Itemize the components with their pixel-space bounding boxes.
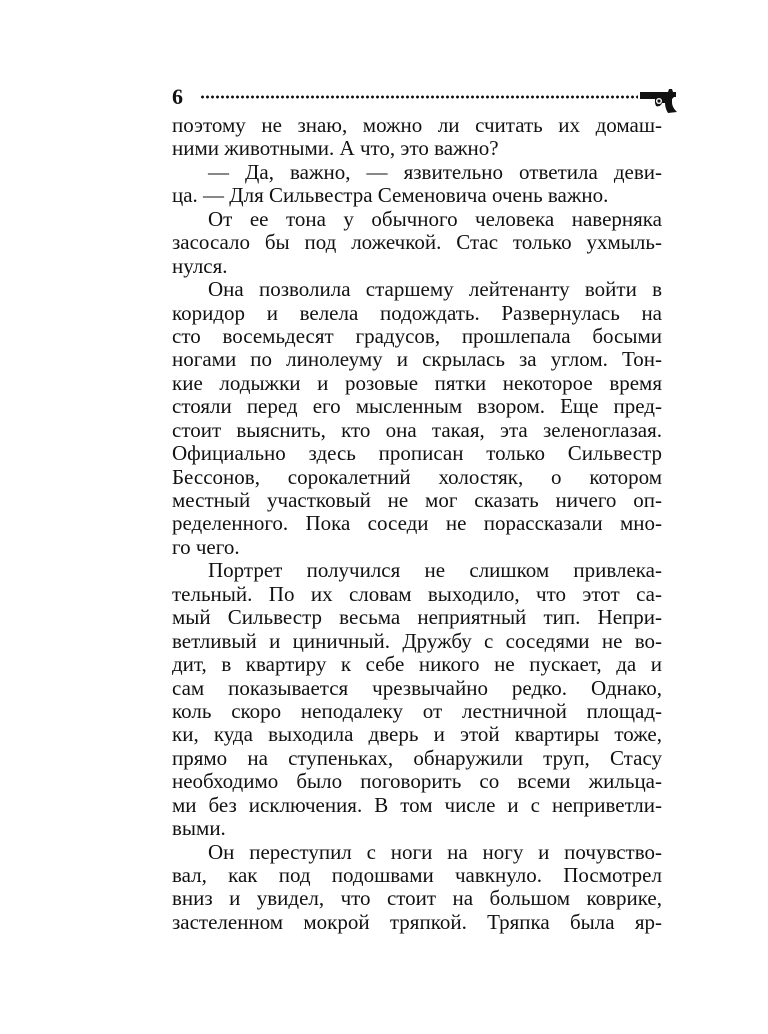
text-line: местный участковый не мог сказать ничего оп- <box>172 488 662 512</box>
text-line: вниз и увидел, что стоит на большом коврике, <box>172 886 662 911</box>
paragraph <box>172 278 662 559</box>
text-line: коридор и велела подождать. Развернулась на <box>172 300 662 325</box>
paragraph <box>172 114 662 161</box>
text-line: кие лодыжки и розовые пятки некоторое время <box>172 370 662 395</box>
paragraph <box>172 208 662 278</box>
revolver-icon <box>638 86 680 114</box>
text-line: го чего. <box>172 534 240 559</box>
paragraph <box>172 841 662 935</box>
text-line: выми. <box>172 816 226 841</box>
text-line: Она позволила старшему лейтенанту войти в <box>208 277 662 302</box>
text-line: Он переступил с ноги на ногу и почувство- <box>208 839 662 864</box>
running-header <box>172 84 662 114</box>
text-line: поэтому не знаю, можно ли считать их домаш- <box>172 113 662 137</box>
text-line: прямо на ступеньках, обнаружили труп, Стасу <box>172 745 662 770</box>
text-line: Официально здесь прописан только Сильвестр <box>172 441 662 466</box>
text-line: вал, как под подошвами чавкнуло. Посмотрел <box>172 863 662 887</box>
text-line: коль скоро неподалеку от лестничной площад- <box>172 698 662 723</box>
text-line: ми без исключения. В том числе и с неприветли- <box>172 792 662 817</box>
text-line: засосало бы под ложечкой. Стас только ухмыль- <box>172 230 662 255</box>
text-line: От ее тона у обычного человека наверняка <box>208 206 662 231</box>
text-line: Бессонов, сорокалетний холостяк, о котором <box>172 464 662 489</box>
text-line: Портрет получился не слишком привлека- <box>208 558 662 583</box>
text-line: дит, в квартиру к себе никого не пускает, да и <box>172 652 662 677</box>
text-line: ветливый и циничный. Дружбу с соседями не во- <box>172 628 662 653</box>
paragraph <box>172 161 662 208</box>
text-line: ки, куда выходила дверь и этой квартиры тоже, <box>172 722 662 747</box>
text-line: мый Сильвестр весьма неприятный тип. Непри- <box>172 605 662 630</box>
text-line: ца. — Для Сильвестра Семеновича очень важно. <box>172 183 609 208</box>
text-line: ногами по линолеуму и скрылась за углом. Тон- <box>172 347 662 372</box>
text-line: тельный. По их словам выходило, что этот са- <box>172 581 662 606</box>
text-line: ределенного. Пока соседи не порассказали мно- <box>172 511 662 536</box>
text-line: сто восемьдесят градусов, прошлепала босыми <box>172 323 662 348</box>
text-line: ними животными. А что, это важно? <box>172 136 499 161</box>
book-page <box>172 84 662 934</box>
text-line: сам показывается чрезвычайно редко. Однако, <box>172 675 662 700</box>
dotted-rule <box>200 94 638 100</box>
body-text <box>172 114 662 934</box>
page-number: 6 <box>172 84 183 109</box>
text-line: нулся. <box>172 253 228 278</box>
text-line: стоит выяснить, кто она такая, эта зеленоглазая. <box>172 417 662 442</box>
paragraph <box>172 559 662 840</box>
text-line: необходимо было поговорить со всеми жильца- <box>172 769 662 794</box>
text-line: застеленном мокрой тряпкой. Тряпка была яр- <box>172 909 662 934</box>
text-line: стояли перед его мысленным взором. Еще пред- <box>172 394 662 419</box>
text-line: — Да, важно, — язвительно ответила деви- <box>208 159 662 184</box>
